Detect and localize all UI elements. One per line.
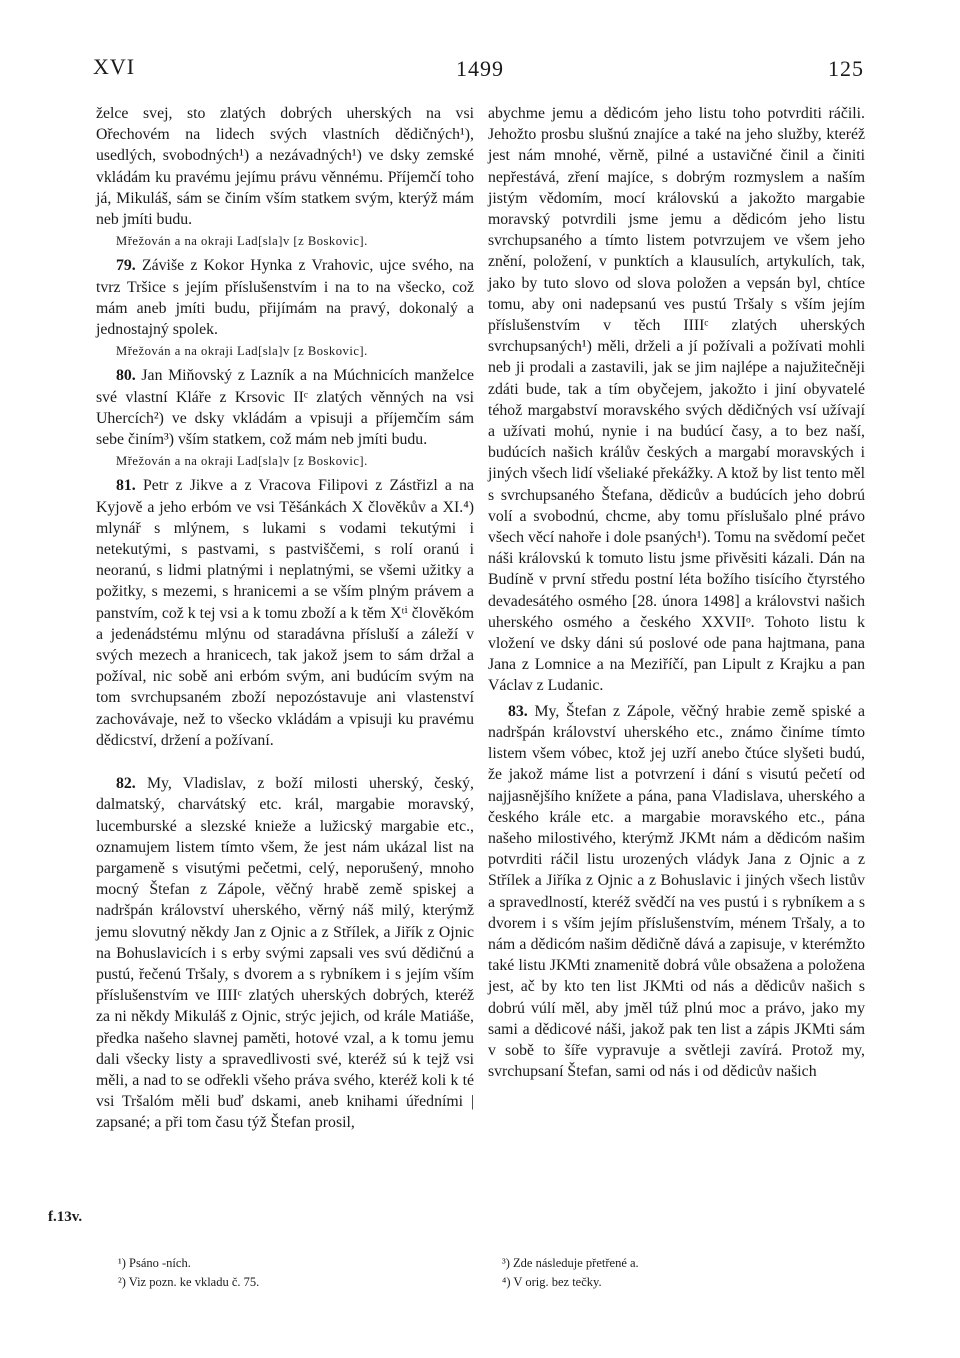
entry-text: Jan Miňovský z Lazník a na Múchnicích manželce své vlastní Kláře z Krsovic IIᶜ zlatých věnných na vsi Uhercích²) ve dsky vkládám a vpisuji a příjemčím sám sebe činím³) vším statkem, což mám neb jmíti budu. bbox=[96, 367, 474, 449]
editorial-note: Mřežován a na okraji Lad[sla]v [z Boskovic]. bbox=[116, 234, 368, 249]
footnotes-right bbox=[502, 1254, 639, 1292]
entry-number: 80. bbox=[116, 367, 136, 385]
volume-number: XVI bbox=[93, 54, 136, 79]
footnote: ¹) Psáno -ních. bbox=[118, 1256, 191, 1270]
footnotes-left bbox=[118, 1254, 259, 1292]
entry-number: 83. bbox=[508, 702, 528, 720]
entry-80 bbox=[96, 365, 474, 450]
year-heading: 1499 bbox=[456, 56, 504, 81]
page-header bbox=[0, 54, 960, 94]
entry-text: My, Štefan z Zápole, věčný hrabie země spiské a nadršpán království uherského etc., známo činíme tímto listem všem vóbec, ktož jej uzří anebo čtúce slyšeti budú, že jakož máme list a potvrzení i dání s visutú pečetí od najjasnějšího knížete a pána, pana Vladislava, uherského a českého krále etc. a margabie moravského etc., pána našeho milostivého, kterýmž JKMt nám a dědicóm našim potvrditi ráčil listu urozených vládyk Jana z Ojnic a z Střílek a Jiříka z Ojnic a z Bohuslavic i jiných všech listův a spravedlností, kteréž svědčí na ves pustú i s rybníkem a s dvorem i s vším jejím příslušenstvím, ménem Tršaly, a to nám a dědicóm našim dědičně dává a zapisuje, v kterémžto také listu JKMti znamenitě dobrá vůle obsažena a položena jest, ač by kto ten list JKMti od nás a dědicův našich s dobrú vúlí měl, aby jměl túž plnú moc a právo, jako my sami a dědicové náši, jakož pak ten list a zápis JKMti sám v sobě to šíře vypravuje a světleji zavírá. Protož my, svrchupsaní Štefan, sami od nás i od dědicův našich bbox=[488, 702, 865, 1081]
page-number: 125 bbox=[828, 56, 864, 81]
editorial-note: Mřežován a na okraji Lad[sla]v [z Boskovic]. bbox=[116, 344, 368, 359]
entry-79 bbox=[96, 255, 474, 340]
entry-number: 79. bbox=[116, 257, 136, 275]
footnote: ⁴) V orig. bez tečky. bbox=[502, 1275, 602, 1289]
paragraph-continuation: želce svej, sto zlatých dobrých uherských na vsi Ořechovém na lidech svých vlastních dědičných¹), usedlých, svobodných¹) a nezávadných¹) ve dsky zemské vkládám ku pravému jejímu právu věnnému. Příjemčí toho já, Mikuláš, sám se činím vším statkem svým, kterýž mám neb jmíti budu. bbox=[96, 105, 474, 229]
entry-81 bbox=[96, 475, 474, 751]
left-column bbox=[96, 103, 474, 1134]
editorial-note: Mřežován a na okraji Lad[sla]v [z Boskovic]. bbox=[116, 454, 368, 469]
entry-82 bbox=[96, 773, 474, 1133]
entry-number: 81. bbox=[116, 477, 136, 495]
entry-text: Záviše z Kokor Hynka z Vrahovic, ujce svého, na tvrz Tršice s jejím příslušenstvím i na to na všecko, což mám aneb jmíti budu, přijímám na pravý, dokonalý a jednostajný spolek. bbox=[96, 257, 475, 339]
footnote: ³) Zde následuje přetřené a. bbox=[502, 1256, 639, 1270]
right-column bbox=[488, 103, 865, 1082]
paragraph-continuation: abychme jemu a dědicóm jeho listu toho potvrditi ráčili. Jehožto prosbu slušnú znajíce a také na jeho služby, kteréž jest nám mnohé, věrně, pilné a ustavičné činil a činiti nepřestává, zření majíce, s dobrým rozmyslem a naším jistým vědomím, mocí královskú a jakožto margabie moravský potvrdili jsme jemu a dědicóm jeho listu svrchupsaného a tímto listem potvrzujem ve všem jeho znění, položení, v punktích a klausulích, artykulích, tak, jako by tuto slovo od slova položen a vepsán byl, chtíce tomu, aby oni nadepsanú ves pustú Tršaly s vším jejím příslušenstvím v těch IIIIᶜ zlatých uherských svrchupsaných¹) měli, drželi a jí požívali a požívati mohli neb ji prodali a zastavili, jak se jim najlépe a najužitečněji zdáti bude, tak a tím obyčejem, jakožto i jiní obyvatelé téhož margabství moravského svých dědičných vsí užívají a užívati mohú, nynie i na budúcí časy, a to bez naší, budúcích našich králův českých a margabí moravských i jiných všech lidí všeliaké překážky. A ktož by list tento měl s svrchupsaného Štefana, dědicův a budúcích jeho dobrú volí a svobodnú, chcme, aby tomu příslušalo plné právo všech věcí nahoře i dole psaných¹). Tomu na svědomí pečet náši královskú k tomuto listu jsme přivěsiti kázali. Dán na Budíně v první středu postní léta božího tisícího čtyrstého devadesátého osmého [28. února 1498] a královstvi našich uherského osmého a českého XXVIIᵒ. Tohoto listu k vložení ve dsky dáni sú poslové ode pana hajtmana, pana Jana z Lomnice a na Meziříčí, pan Lipult z Krajku a pan Václav z Ludanic. bbox=[488, 105, 865, 695]
entry-number: 82. bbox=[116, 775, 136, 793]
entry-83 bbox=[488, 701, 865, 1083]
folio-margin-mark: f.13v. bbox=[48, 1209, 83, 1225]
entry-text: My, Vladislav, z boží milosti uherský, český, dalmatský, charvátský etc. král, margabie moravský, lucemburské a slezské knieže a lužicský margabie etc., oznamujem listem tímto všem, že jest nám ukázal list na pargameně s visutými pečetmi, celý, neporušený, mnoho mocný Štefan z Zápole, věčný hrabě země spiskej a nadršpán království uherského, věrný náš milý, kterýmž jemu slovutný někdy Jan z Ojnic a z Střílek, a Jiřík z Ojnic na Bohuslavicích i s erby svými zapsali ves svú dědičnú a pustú, řečenú Tršaly, s dvorem a s rybníkem i s jejím vším příslušenstvím ve IIIIᶜ zlatých uherských dobrých, kteréž za ni někdy Mikuláš z Ojnic, strýc jejich, od krále Matiáše, předka našeho slavnej paměti, hotové vzal, a k tomu jemu dali všecky listy a spravedlivosti své, kteréž sú k tejž vsi měli, a nad to se odřekli všeho práva svého, kteréž koli k té vsi Tršalóm měli buď dskami, aneb knihami úředními | zapsané; a při tom času týž Štefan prosil, bbox=[96, 775, 475, 1132]
entry-text: Petr z Jikve a z Vracova Filipovi z Zástřizl a na Kyjově a jeho erbóm ve vsi Těšánkách X člověkův a XI.⁴) mlynář s mlýnem, s lukami s vodami tekutými i netekutými, s pastvami, s pastviščemi, s rolí oranú i neoranú, s lidmi platnými i neplatnými, se všemi užitky a požitky, s mezemi, s hranicemi a se vším plným právem a panstvím, což k tej vsi a k tomu zboží a k těm Xᵗⁱ člověkóm a jedenádstému mlýnu od staradávna přísluší a záleží v svých mezech a hranicech, tak jakož jsem to sám držal a požíval, nic sobě ani erbóm svým, ani budúcím svým na tom svrchupsaném zboží nepozóstavuje ani vlastenství zachovávaje, než to všecko vkládám a vpisuji ku pravému dědicství, držení a požívaní. bbox=[96, 477, 474, 749]
footnote: ²) Viz pozn. ke vkladu č. 75. bbox=[118, 1275, 260, 1289]
